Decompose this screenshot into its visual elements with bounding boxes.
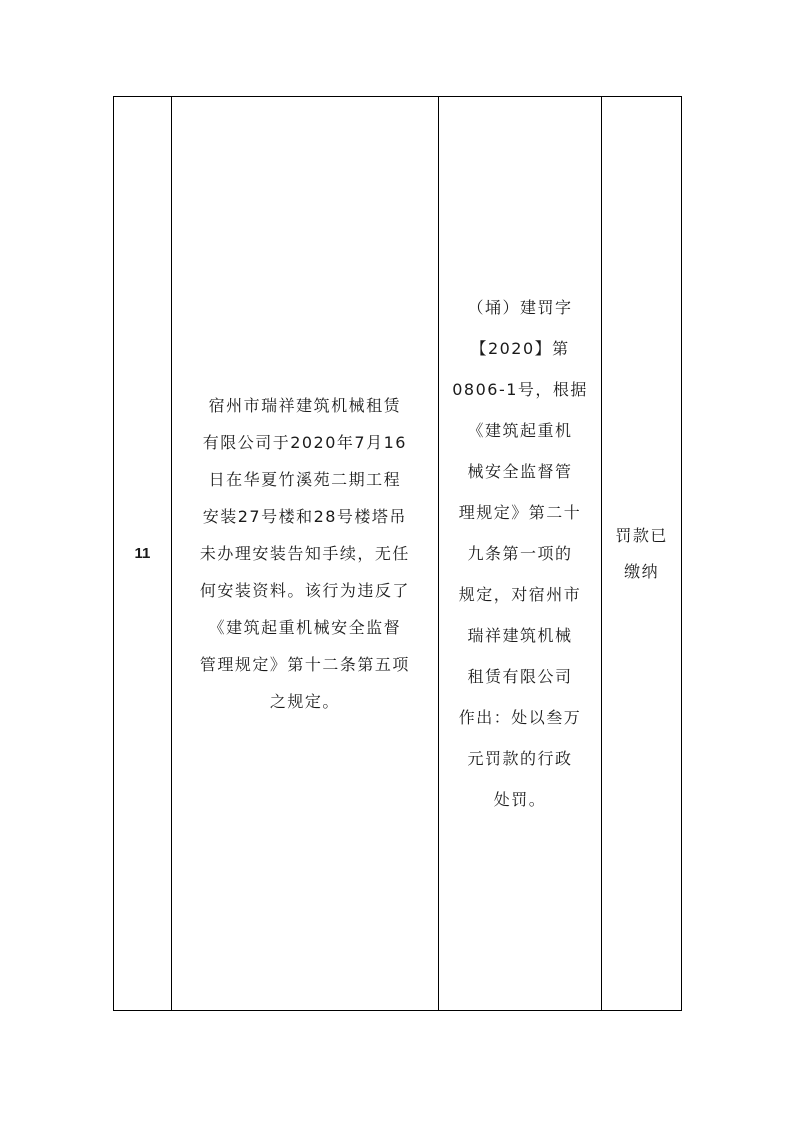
decision-line: 瑞祥建筑机械 bbox=[467, 626, 573, 645]
decision-line: （埇）建罚字 bbox=[467, 298, 573, 317]
decision-text bbox=[448, 287, 592, 820]
decision-line: 作出：处以叁万 bbox=[458, 708, 582, 727]
row-number-cell bbox=[114, 97, 171, 1010]
violation-line: 未办理安装告知手续，无任 bbox=[199, 544, 410, 563]
status-text bbox=[611, 518, 672, 590]
decision-line: 0806-1号，根据 bbox=[452, 380, 588, 399]
decision-line: 械安全监督管 bbox=[467, 462, 573, 481]
decision-line: 《建筑起重机 bbox=[467, 421, 573, 440]
violation-line: 宿州市瑞祥建筑机械租赁 bbox=[208, 396, 402, 415]
violation-line: 《建筑起重机械安全监督 bbox=[208, 618, 402, 637]
status-cell bbox=[601, 97, 681, 1010]
row-number: 11 bbox=[134, 545, 151, 562]
decision-line: 处罚。 bbox=[493, 790, 547, 809]
decision-line: 元罚款的行政 bbox=[467, 749, 573, 768]
status-line: 罚款已 bbox=[615, 525, 668, 545]
violation-line: 日在华夏竹溪苑二期工程 bbox=[208, 470, 402, 489]
penalty-table bbox=[113, 96, 682, 1011]
decision-line: 规定，对宿州市 bbox=[458, 585, 582, 604]
violation-line: 之规定。 bbox=[269, 692, 340, 711]
decision-cell bbox=[438, 97, 601, 1010]
violation-line: 何安装资料。该行为违反了 bbox=[199, 581, 410, 600]
violation-cell bbox=[171, 97, 438, 1010]
violation-line: 有限公司于2020年7月16 bbox=[202, 433, 407, 452]
violation-line: 管理规定》第十二条第五项 bbox=[199, 655, 410, 674]
decision-line: 九条第一项的 bbox=[467, 544, 573, 563]
status-line: 缴纳 bbox=[624, 561, 660, 581]
violation-text bbox=[194, 387, 416, 720]
decision-line: 理规定》第二十 bbox=[458, 503, 582, 522]
decision-line: 【2020】第 bbox=[470, 339, 570, 358]
decision-line: 租赁有限公司 bbox=[467, 667, 573, 686]
violation-line: 安装27号楼和28号楼塔吊 bbox=[202, 507, 407, 526]
